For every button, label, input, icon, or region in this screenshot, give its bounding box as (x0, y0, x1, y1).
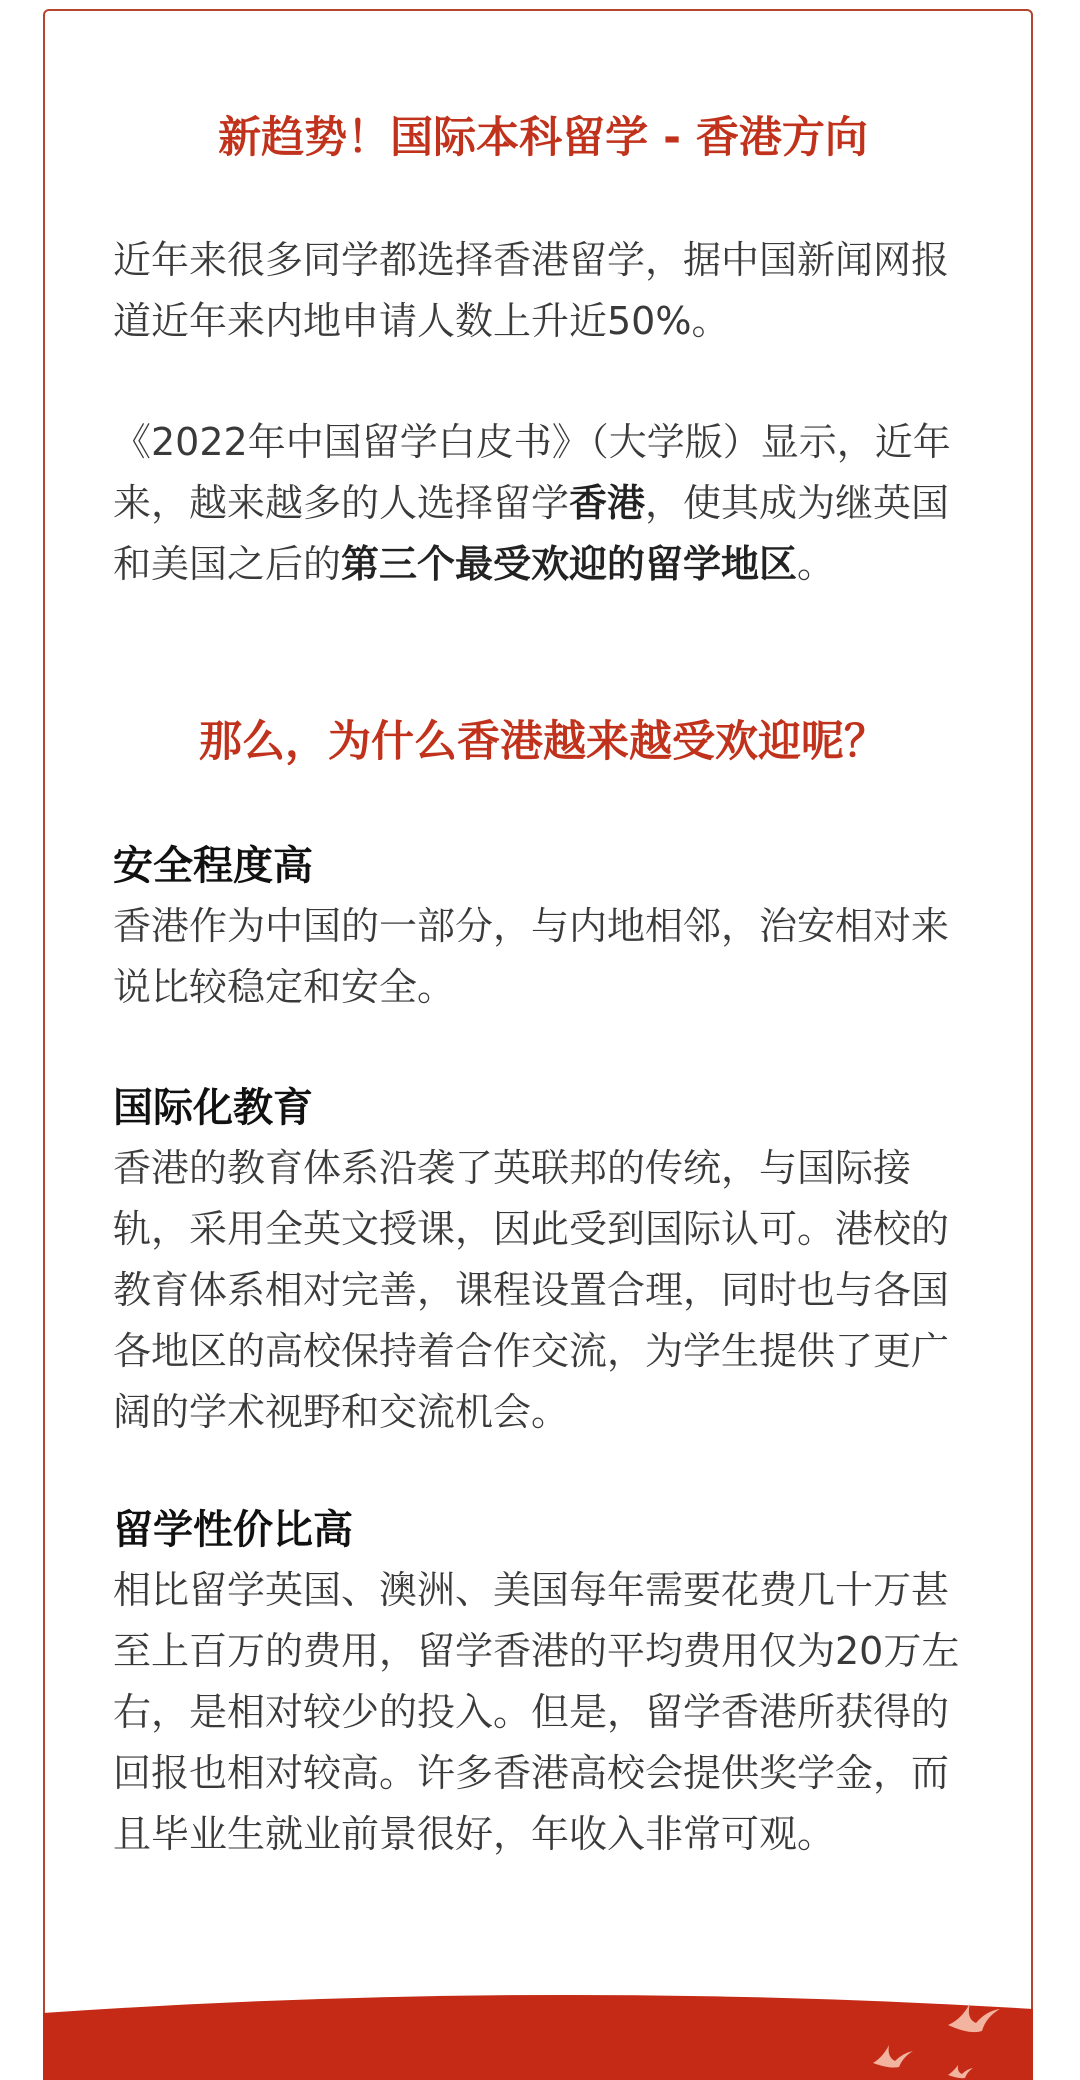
section-body-value: 相比留学英国、澳洲、美国每年需要花费几十万甚至上百万的费用，留学香港的平均费用仅为20万左右，是相对较少的投入。但是，留学香港所获得的回报也相对较高。许多香港高校会提供奖学金，而且毕业生就业前景很好，年收入非常可观。 (113, 1568, 960, 1856)
section-heading-safety: 安全程度高 (113, 843, 313, 889)
article-title: 新趋势！国际本科留学 - 香港方向 (218, 113, 868, 163)
intro-text: ，使其成为继英国和美国之后的 (113, 481, 950, 586)
footer-decoration (43, 1985, 1033, 2080)
highlight-third-most-popular: 第三个最受欢迎的留学地区 (341, 542, 798, 586)
intro-paragraph-1: 近年来很多同学都选择香港留学，据中国新闻网报道近年来内地申请人数上升近50%。 (113, 238, 950, 343)
question-heading: 那么，为什么香港越来越受欢迎呢？ (199, 717, 887, 767)
footer-red-band (43, 1995, 1033, 2080)
section-heading-value: 留学性价比高 (113, 1507, 353, 1553)
section-heading-education: 国际化教育 (113, 1085, 313, 1131)
section-body-safety: 香港作为中国的一部分，与内地相邻，治安相对来说比较稳定和安全。 (113, 904, 950, 1009)
section-body-education: 香港的教育体系沿袭了英联邦的传统，与国际接轨，采用全英文授课，因此受到国际认可。港校的教育体系相对完善，课程设置合理，同时也与各国各地区的高校保持着合作交流，为学生提供了更广阔的学术视野和交流机会。 (113, 1146, 950, 1434)
intro-paragraph-2 (113, 412, 973, 595)
highlight-hongkong: 香港 (569, 481, 646, 525)
intro-text: 《2022年中国留学白皮书》（大学版）显示，近年来，越来越多的人选择留学 (113, 420, 951, 525)
intro-text: 。 (797, 542, 836, 586)
